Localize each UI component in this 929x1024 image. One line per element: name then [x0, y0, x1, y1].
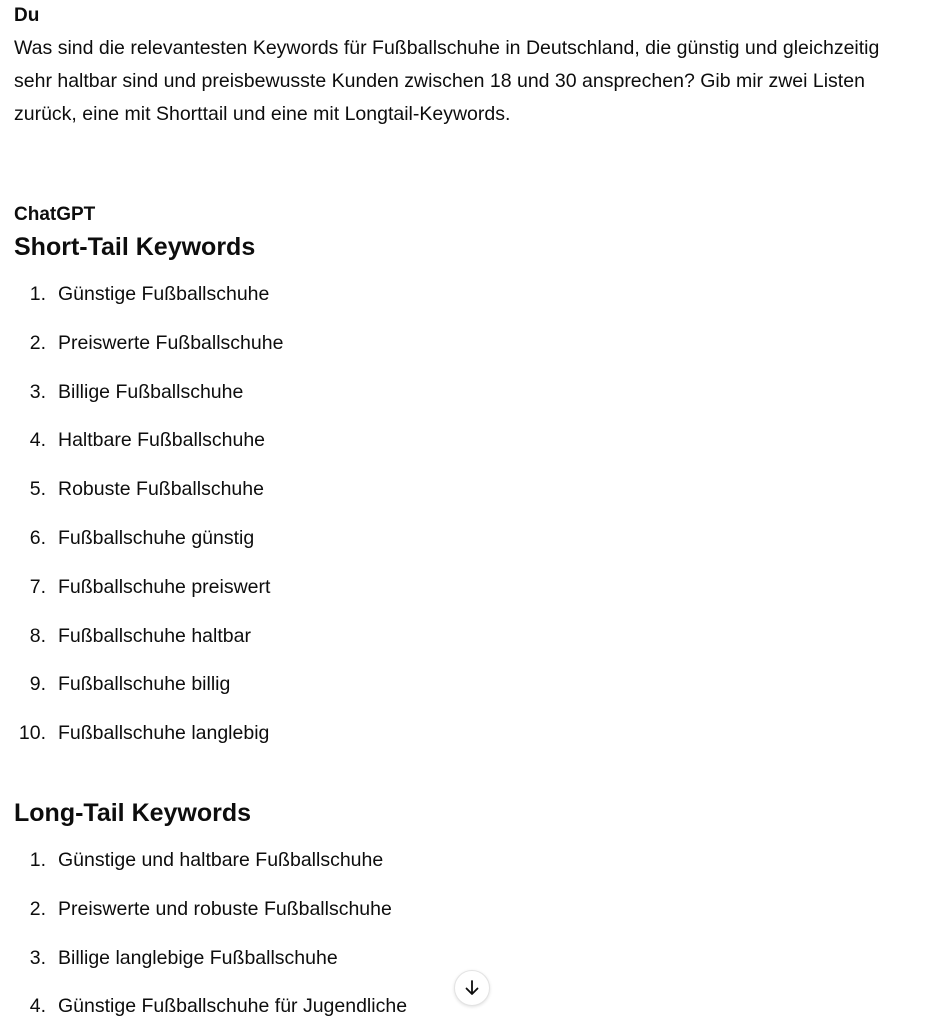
list-item	[14, 847, 915, 896]
list-item	[14, 720, 915, 769]
list-item	[14, 896, 915, 945]
list-item-text: Robuste Fußballschuhe	[58, 478, 264, 501]
short-tail-heading: Short-Tail Keywords	[14, 233, 256, 261]
list-item-number: 2.	[29, 897, 46, 920]
list-item-number: 7.	[29, 575, 46, 598]
list-item-number: 5.	[29, 478, 46, 501]
list-item	[14, 574, 915, 623]
assistant-message-block	[14, 203, 915, 1024]
scroll-to-bottom-button[interactable]	[454, 970, 490, 1006]
list-item-text: Fußballschuhe haltbar	[58, 624, 251, 647]
list-item	[14, 476, 915, 525]
list-item	[14, 623, 915, 672]
list-item-text: Günstige und haltbare Fußballschuhe	[58, 848, 384, 871]
list-item-text: Billige Fußballschuhe	[58, 380, 244, 403]
list-item-text: Preiswerte Fußballschuhe	[58, 331, 284, 354]
list-item	[14, 671, 915, 720]
list-item-text: Günstige Fußballschuhe	[58, 283, 270, 305]
list-item-text: Günstige Fußballschuhe für Jugendliche	[58, 995, 408, 1018]
list-item-number: 1.	[29, 848, 46, 871]
user-message-block	[14, 0, 915, 131]
list-item-number: 4.	[29, 429, 46, 452]
list-item-text: Fußballschuhe langlebig	[58, 722, 270, 745]
list-item-number: 3.	[29, 380, 46, 403]
list-item-number: 8.	[29, 624, 46, 647]
list-item	[14, 281, 915, 330]
list-item-text: Preiswerte und robuste Fußballschuhe	[58, 897, 392, 920]
assistant-author-label: ChatGPT	[14, 204, 96, 225]
list-item	[14, 379, 915, 428]
list-item	[14, 427, 915, 476]
user-message-text: Was sind die relevantesten Keywords für Fußballschuhe in Deutschland, die günstig und gleichzeitig sehr haltbar sind und preisbewusste Kunden zwischen 18 und 30 ansprechen? Gib mir zwei Listen zurück, eine mit Shorttail und eine mit Longtail-Keywords.	[14, 37, 880, 125]
list-item	[14, 525, 915, 574]
list-item-number: 2.	[29, 331, 46, 354]
list-item-number: 4.	[29, 995, 46, 1018]
long-tail-heading: Long-Tail Keywords	[14, 798, 252, 827]
list-item-number: 6.	[29, 526, 46, 549]
list-item-number: 3.	[29, 946, 46, 969]
short-tail-list	[14, 281, 915, 769]
list-item-text: Billige langlebige Fußballschuhe	[58, 946, 338, 969]
list-item-text: Fußballschuhe günstig	[58, 526, 255, 549]
list-item-text: Fußballschuhe billig	[58, 673, 231, 696]
list-item-number: 10.	[18, 722, 46, 745]
list-item-number: 9.	[29, 673, 46, 696]
list-item	[14, 330, 915, 379]
user-author-label: Du	[14, 5, 40, 26]
arrow-down-icon	[463, 979, 481, 997]
list-item-number: 1.	[29, 283, 46, 305]
list-item-text: Fußballschuhe preiswert	[58, 575, 271, 598]
list-item-text: Haltbare Fußballschuhe	[58, 429, 266, 452]
